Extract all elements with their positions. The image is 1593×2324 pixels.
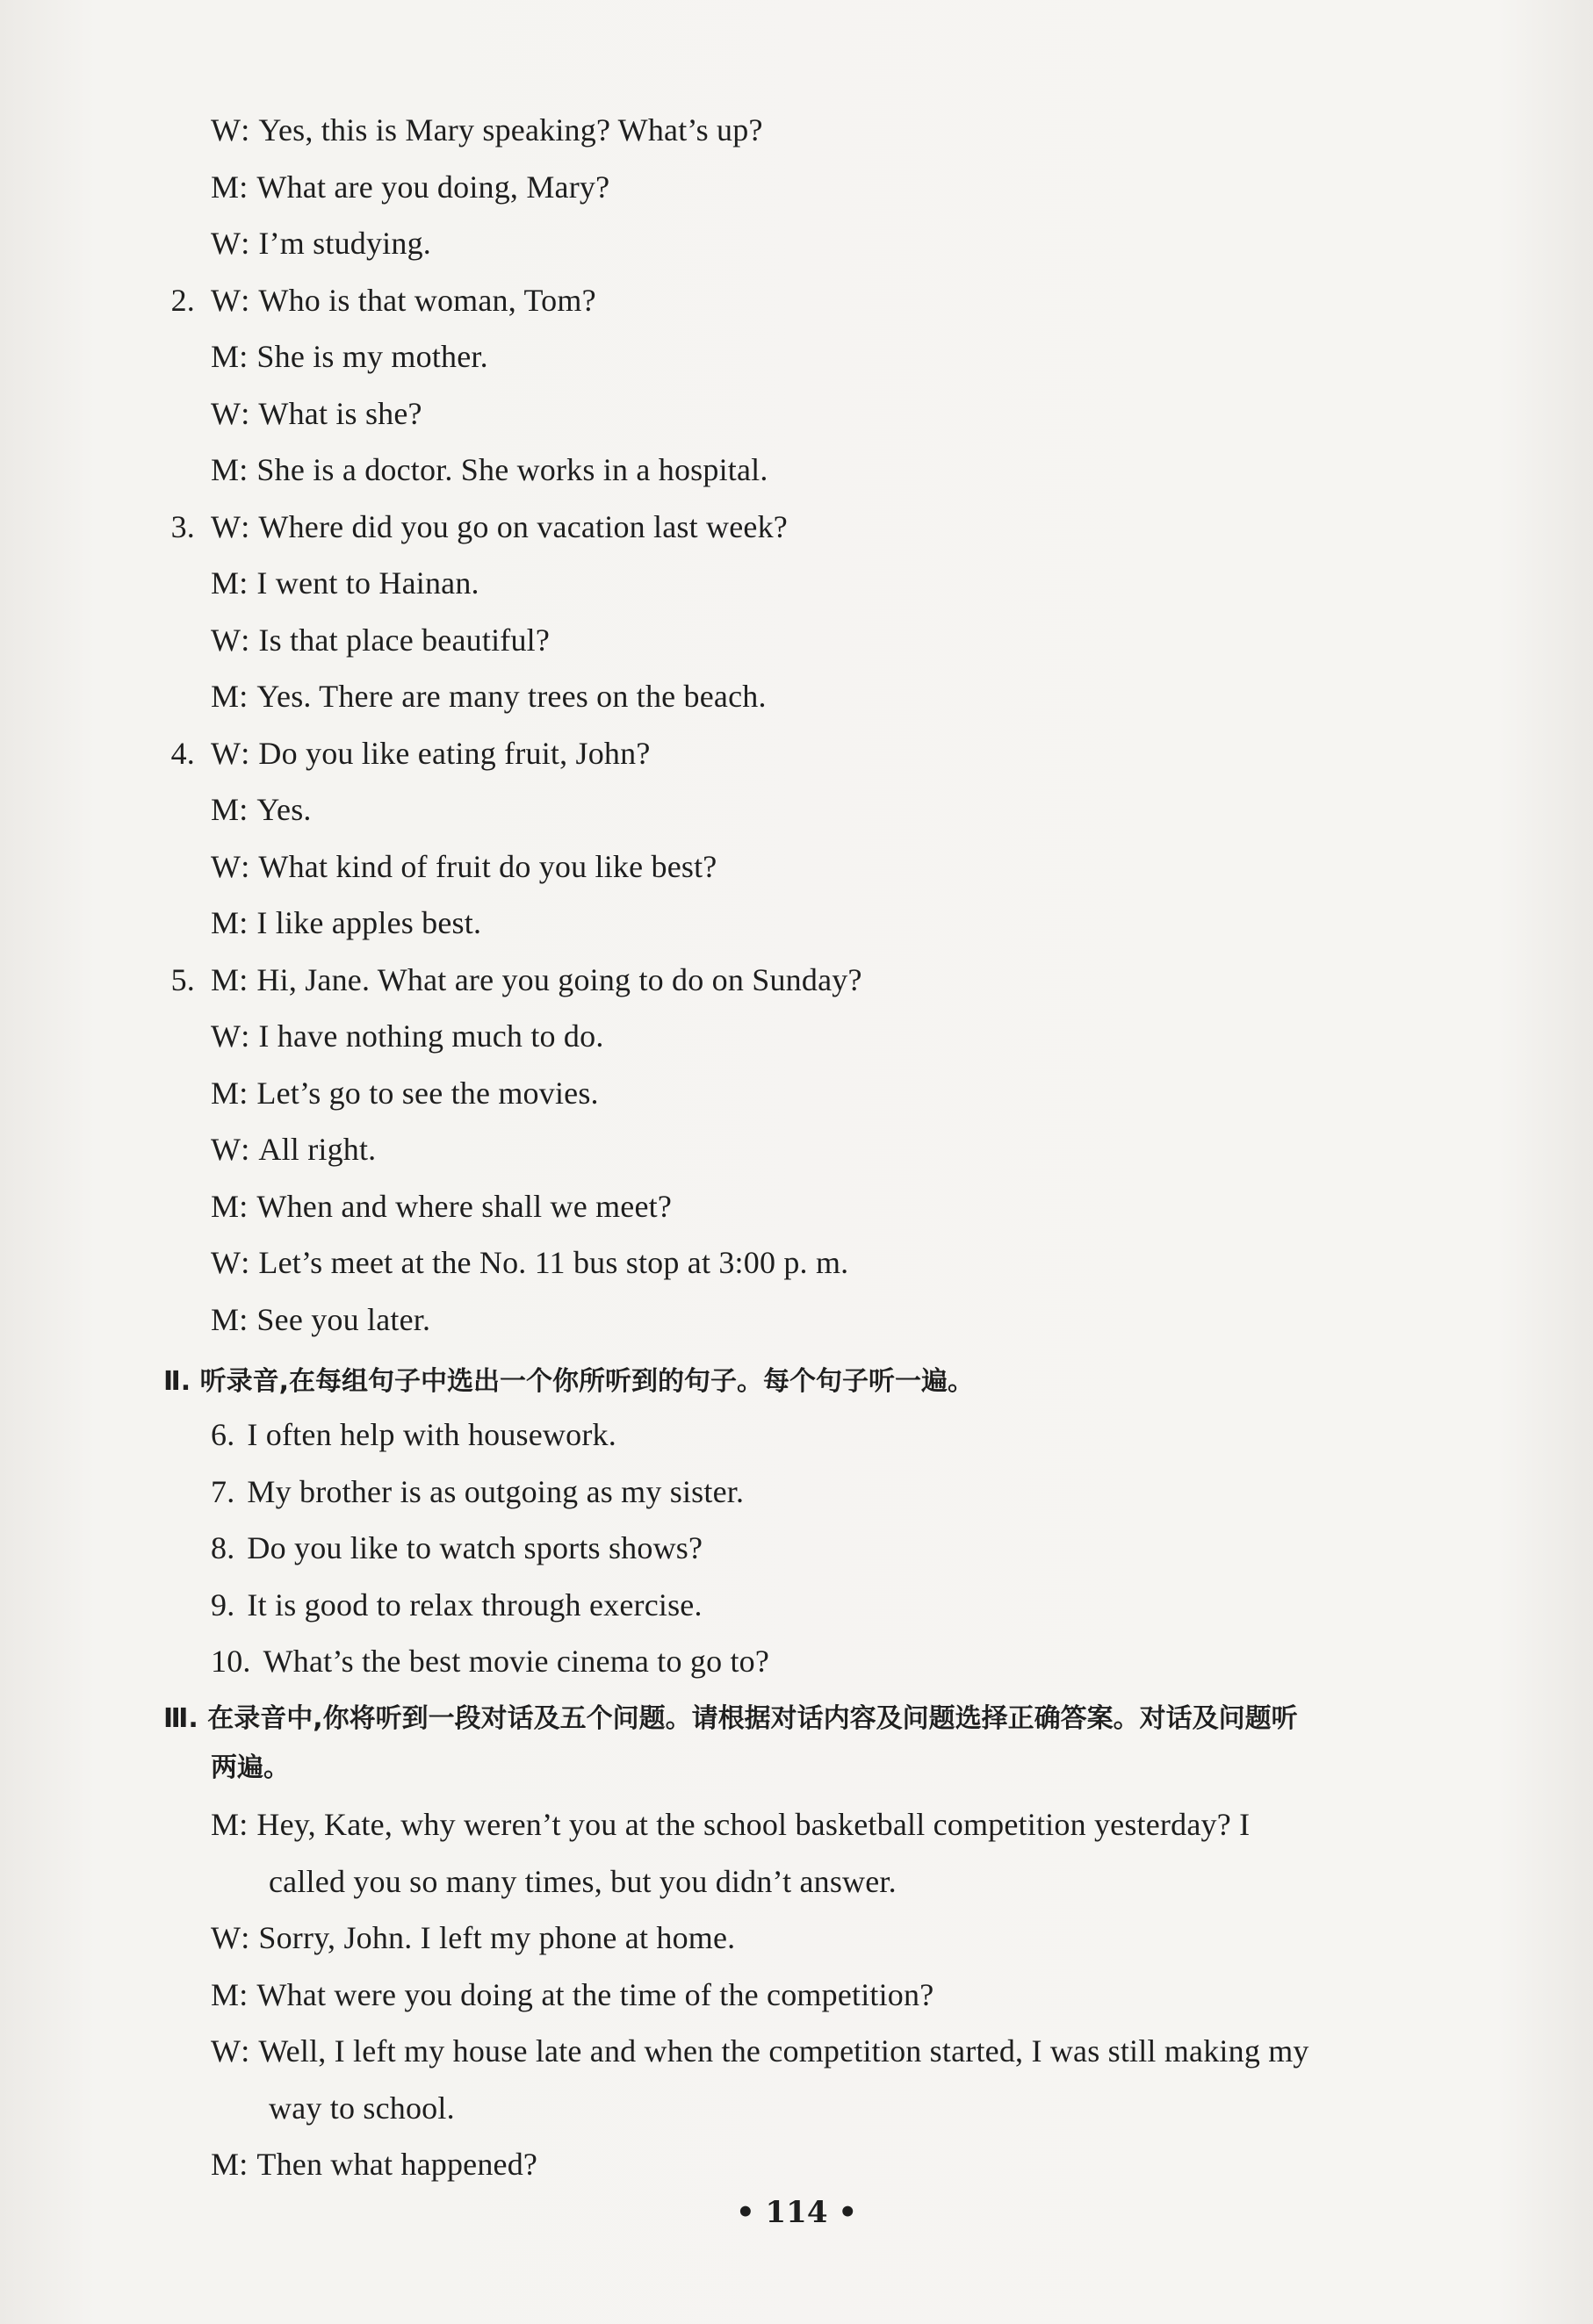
speaker-colon: : (239, 905, 249, 940)
speaker-colon: : (239, 792, 249, 827)
sentence-item (211, 1644, 769, 1679)
speaker-label: M (211, 339, 240, 374)
dialogue-line (170, 283, 596, 318)
speaker-label: W (211, 1920, 241, 1955)
speaker-label: W (211, 2033, 241, 2069)
sentence-text: What’s the best movie cinema to go to? (263, 1644, 770, 1679)
dialogue-continuation: way to school. (269, 2090, 455, 2126)
speaker-label: M (211, 1976, 240, 2012)
speaker-label: W (211, 622, 241, 658)
item-number: 4. (170, 736, 195, 771)
dialogue-line (211, 1076, 599, 1111)
dialogue-line (170, 509, 788, 544)
dialogue-line (211, 1245, 848, 1280)
dialogue-text: Yes. There are many trees on the beach. (256, 679, 767, 714)
dialogue-text: Hi, Jane. What are you going to do on Sunday? (256, 962, 862, 997)
speaker-colon: : (239, 962, 249, 997)
item-number: 10. (211, 1644, 251, 1679)
item-number: 9. (211, 1587, 235, 1622)
dialogue-text: When and where shall we meet? (256, 1189, 673, 1224)
dialogue-continuation: called you so many times, but you didn’t answer. (269, 1864, 897, 1899)
sentence-text: It is good to relax through exercise. (247, 1587, 703, 1622)
page-number: • 114 • (735, 2195, 858, 2230)
dialogue-line (211, 1807, 1250, 1842)
speaker-colon: : (241, 1132, 250, 1167)
sentence-text: Do you like to watch sports shows? (247, 1530, 703, 1565)
section3-heading-line2: 两遍。 (211, 1752, 290, 1783)
dialogue-line (211, 2147, 537, 2182)
speaker-colon: : (241, 1920, 250, 1955)
dialogue-text: Hey, Kate, why weren’t you at the school basketball competition yesterday? I (256, 1807, 1251, 1842)
speaker-colon: : (239, 339, 249, 374)
dialogue-line (211, 1018, 604, 1054)
dialogue-text: Yes, this is Mary speaking? What’s up? (258, 112, 763, 147)
speaker-colon: : (241, 1245, 250, 1280)
speaker-colon: : (241, 1018, 250, 1054)
speaker-colon: : (241, 2033, 250, 2069)
item-number: 8. (211, 1530, 235, 1565)
sentence-item (211, 1474, 744, 1509)
speaker-label: M (211, 679, 240, 714)
speaker-label: M (211, 962, 240, 997)
section2-heading: Ⅱ. 听录音,在每组句子中选出一个你所听到的句子。每个句子听一遍。 (163, 1366, 974, 1397)
dialogue-line (170, 736, 651, 771)
dialogue-text: Do you like eating fruit, John? (258, 736, 651, 771)
speaker-label: W (211, 283, 241, 318)
dialogue-line (211, 452, 768, 487)
sentence-item (211, 1417, 616, 1452)
speaker-colon: : (241, 736, 250, 771)
speaker-label: M (211, 1302, 240, 1337)
dialogue-line (211, 339, 488, 374)
speaker-label: W (211, 396, 241, 431)
dialogue-line (211, 169, 609, 205)
speaker-colon: : (239, 2147, 249, 2182)
dialogue-text: Then what happened? (256, 2147, 538, 2182)
speaker-label: W (211, 736, 241, 771)
speaker-label: W (211, 112, 241, 147)
speaker-colon: : (239, 1976, 249, 2012)
dialogue-text: Well, I left my house late and when the competition started, I was still making my (258, 2033, 1309, 2069)
dialogue-line (211, 226, 431, 261)
dialogue-line (211, 1132, 376, 1167)
dialogue-text: What is she? (258, 396, 422, 431)
sentence-text: I often help with housework. (247, 1417, 616, 1452)
dialogue-line (211, 2033, 1309, 2069)
speaker-colon: : (239, 1302, 249, 1337)
dialogue-text: Is that place beautiful? (258, 622, 551, 658)
item-number: 6. (211, 1417, 235, 1452)
speaker-label: W (211, 1132, 241, 1167)
dialogue-text: What are you doing, Mary? (256, 169, 610, 205)
dialogue-text: Where did you go on vacation last week? (258, 509, 788, 544)
speaker-label: M (211, 565, 240, 601)
dialogue-line (211, 1920, 735, 1955)
dialogue-line (211, 396, 422, 431)
speaker-label: M (211, 905, 240, 940)
dialogue-text: I like apples best. (256, 905, 482, 940)
speaker-label: M (211, 452, 240, 487)
speaker-colon: : (241, 226, 250, 261)
speaker-colon: : (241, 849, 250, 884)
item-number: 7. (211, 1474, 235, 1509)
speaker-label: M (211, 1076, 240, 1111)
dialogue-text: I have nothing much to do. (258, 1018, 604, 1054)
dialogue-text: I went to Hainan. (256, 565, 479, 601)
item-number: 5. (170, 962, 195, 997)
sentence-item (211, 1530, 703, 1565)
speaker-label: W (211, 849, 241, 884)
speaker-colon: : (239, 1076, 249, 1111)
dialogue-line (211, 1189, 672, 1224)
speaker-colon: : (241, 112, 250, 147)
speaker-colon: : (241, 509, 250, 544)
dialogue-line (170, 962, 862, 997)
speaker-label: W (211, 1245, 241, 1280)
dialogue-text: Sorry, John. I left my phone at home. (258, 1920, 736, 1955)
dialogue-text: Who is that woman, Tom? (258, 283, 596, 318)
dialogue-text: I’m studying. (258, 226, 431, 261)
speaker-label: M (211, 1189, 240, 1224)
speaker-colon: : (239, 1189, 249, 1224)
dialogue-line (211, 849, 717, 884)
dialogue-text: All right. (258, 1132, 377, 1167)
dialogue-text: She is a doctor. She works in a hospital. (256, 452, 768, 487)
dialogue-line (211, 905, 481, 940)
speaker-label: W (211, 509, 241, 544)
dialogue-text: What kind of fruit do you like best? (258, 849, 717, 884)
speaker-label: M (211, 1807, 240, 1842)
speaker-label: W (211, 1018, 241, 1054)
sentence-item (211, 1587, 703, 1622)
sentence-text: My brother is as outgoing as my sister. (247, 1474, 745, 1509)
dialogue-text: See you later. (256, 1302, 431, 1337)
speaker-colon: : (239, 565, 249, 601)
speaker-colon: : (239, 169, 249, 205)
speaker-colon: : (239, 679, 249, 714)
item-number: 3. (170, 509, 195, 544)
dialogue-text: Let’s meet at the No. 11 bus stop at 3:00 p. m. (258, 1245, 849, 1280)
dialogue-text: What were you doing at the time of the competition? (256, 1976, 934, 2012)
dialogue-line (211, 792, 312, 827)
speaker-label: M (211, 792, 240, 827)
speaker-label: M (211, 2147, 240, 2182)
speaker-colon: : (241, 283, 250, 318)
dialogue-line (211, 1302, 430, 1337)
speaker-colon: : (241, 622, 250, 658)
speaker-label: M (211, 169, 240, 205)
dialogue-text: Yes. (256, 792, 312, 827)
dialogue-line (211, 565, 479, 601)
dialogue-line (211, 622, 550, 658)
dialogue-line (211, 112, 763, 147)
dialogue-text: She is my mother. (256, 339, 488, 374)
dialogue-text: Let’s go to see the movies. (256, 1076, 599, 1111)
section3-heading-line1: Ⅲ. 在录音中,你将听到一段对话及五个问题。请根据对话内容及问题选择正确答案。对话及问题听 (163, 1703, 1298, 1734)
speaker-colon: : (241, 396, 250, 431)
item-number: 2. (170, 283, 195, 318)
speaker-label: W (211, 226, 241, 261)
speaker-colon: : (239, 452, 249, 487)
speaker-colon: : (239, 1807, 249, 1842)
dialogue-line (211, 679, 767, 714)
dialogue-line (211, 1977, 933, 2012)
